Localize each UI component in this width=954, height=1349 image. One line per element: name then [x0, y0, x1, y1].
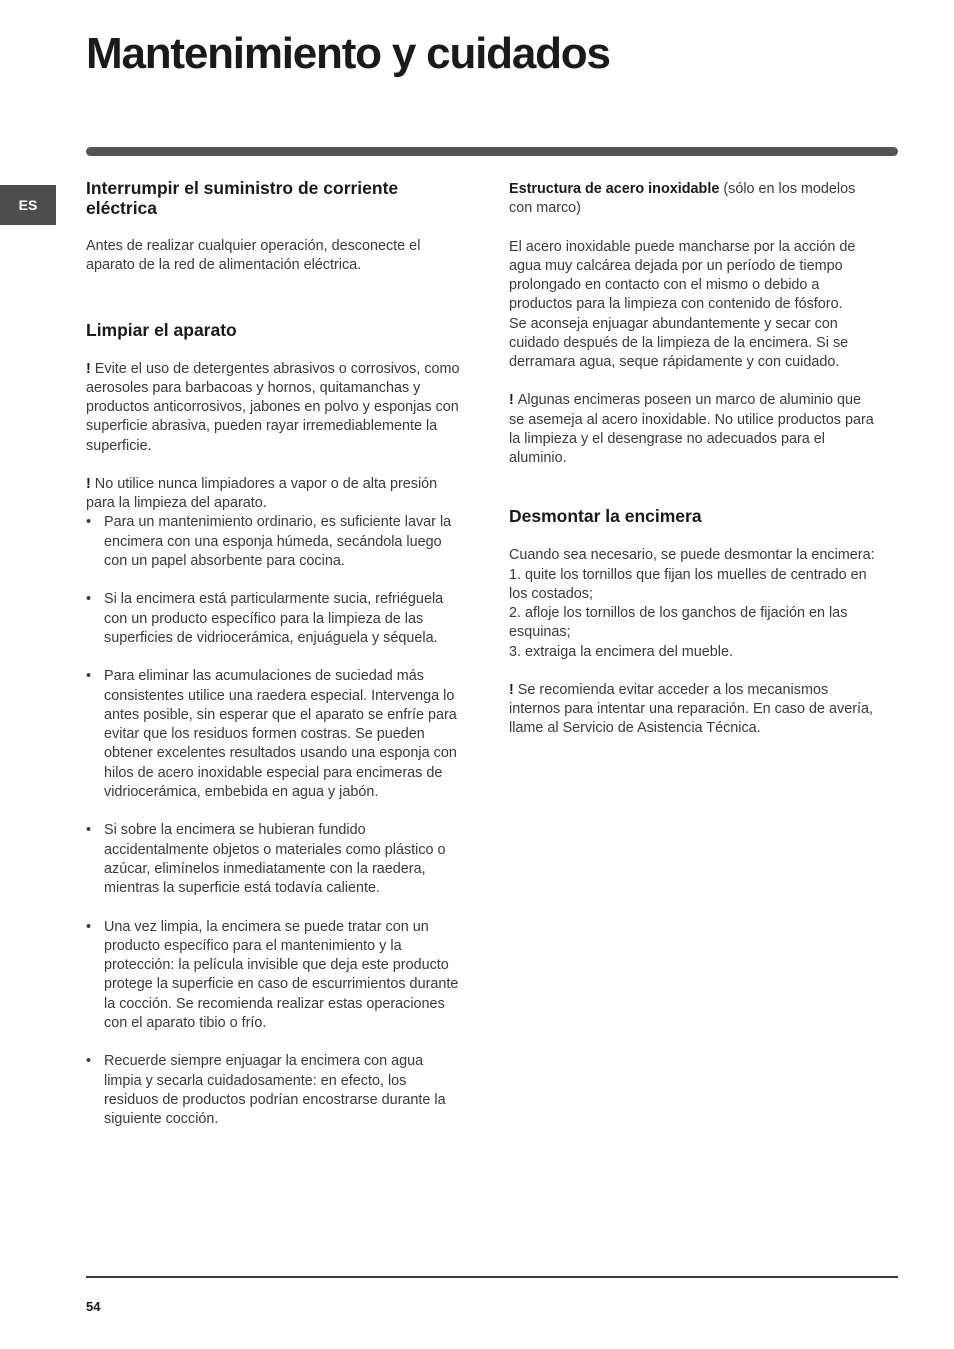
cleaning-warning-1	[86, 360, 464, 456]
cleaning-warning-2	[86, 475, 464, 514]
warning-text: Evite el uso de detergentes abrasivos o corrosivos, como aerosoles para barbacoas y hornos, quitamanchas y productos anticorrosivos, jabones en polvo y esponjas con superficie abrasiva, pueden rayar irremediablemente la superficie.	[86, 360, 460, 454]
stainless-steel-note: (sólo en los modelos con marco)	[509, 181, 856, 217]
warning-text: Algunas encimeras poseen un marco de aluminio que se asemeja al acero inoxidable. No utilice productos para la limpieza y el desengrase no adecuados para el aluminio.	[509, 392, 874, 466]
list-item: • Si sobre la encimera se hubieran fundido accidentalmente objetos o materiales como plástico o azúcar, elimínelos inmediatamente con la raedera, mientras la superficie está todavía caliente.	[86, 821, 464, 898]
list-item: • Para un mantenimiento ordinario, es suficiente lavar la encimera con una esponja húmeda, secándola luego con un papel absorbente para cocina.	[86, 513, 464, 571]
list-item: • Una vez limpia, la encimera se puede tratar con un producto específico para el mantenimiento y la protección: la película invisible que deja este producto protege la superficie en caso de escurrimientos durante la cocción. Se recomienda realizar estas operaciones con el aparato tibio o frío.	[86, 918, 464, 1034]
header-divider-bar	[86, 147, 898, 156]
aluminium-warning	[509, 391, 875, 468]
section-heading-dismount: Desmontar la encimera	[509, 506, 702, 527]
list-item: • Si la encimera está particularmente sucia, refriéguela con un producto específico para la limpieza de las superficies de vidriocerámica, enjuáguela y séquela.	[86, 590, 464, 648]
repair-warning	[509, 681, 875, 739]
warning-text: Se recomienda evitar acceder a los mecanismos internos para intentar una reparación. En caso de avería, llame al Servicio de Asistencia Técnica.	[509, 681, 873, 737]
power-instruction: Antes de realizar cualquier operación, desconecte el aparato de la red de alimentación eléctrica.	[86, 238, 421, 274]
list-item: • Recuerde siempre enjuagar la encimera con agua limpia y secarla cuidadosamente: en efecto, los residuos de productos podrían encostrarse durante la siguiente cocción.	[86, 1052, 464, 1129]
warning-mark-icon: !	[86, 475, 91, 492]
warning-text: No utilice nunca limpiadores a vapor o de alta presión para la limpieza del aparato.	[86, 475, 438, 511]
stainless-steel-heading	[509, 180, 875, 219]
section-heading-cleaning: Limpiar el aparato	[86, 319, 237, 340]
stainless-steel-paragraph-2: Se aconseja enjuagar abundantemente y secar con cuidado después de la limpieza de la encimera. Si se derramara agua, seque rápidamente y con cuidado.	[509, 315, 849, 370]
footer-divider	[86, 1276, 898, 1278]
right-column	[509, 178, 875, 739]
dismount-step-1: 1. quite los tornillos que fijan los muelles de centrado en los costados;	[509, 566, 867, 602]
left-column	[86, 178, 464, 1129]
cleaning-tips-list	[86, 513, 464, 1129]
dismount-step-2: 2. afloje los tornillos de los ganchos de fijación en las esquinas;	[509, 605, 848, 641]
page-number: 54	[86, 1299, 101, 1314]
warning-mark-icon: !	[509, 681, 514, 698]
stainless-steel-paragraph-1: El acero inoxidable puede mancharse por la acción de agua muy calcárea dejada por un período de tiempo prolongado en contacto con el mismo o debido a productos para la limpieza con contenido de fósforo.	[509, 238, 856, 313]
section-heading-power: Interrumpir el suministro de corriente eléctrica	[86, 178, 399, 218]
dismount-intro: Cuando sea necesario, se puede desmontar la encimera:	[509, 547, 875, 564]
dismount-step-3: 3. extraiga la encimera del mueble.	[509, 643, 733, 660]
warning-mark-icon: !	[509, 392, 514, 409]
page-title: Mantenimiento y cuidados	[86, 29, 610, 78]
language-tab: ES	[0, 185, 56, 225]
warning-mark-icon: !	[86, 360, 91, 377]
stainless-steel-label: Estructura de acero inoxidable	[509, 181, 720, 197]
list-item: • Para eliminar las acumulaciones de suciedad más consistentes utilice una raedera especial. Intervenga lo antes posible, sin esperar que el aparato se enfríe para evitar que los residuos formen costras. Se pueden obtener excelentes resultados usando una esponja con hilos de acero inoxidable especial para encimeras de vidriocerámica, embebida en agua y jabón.	[86, 667, 464, 802]
